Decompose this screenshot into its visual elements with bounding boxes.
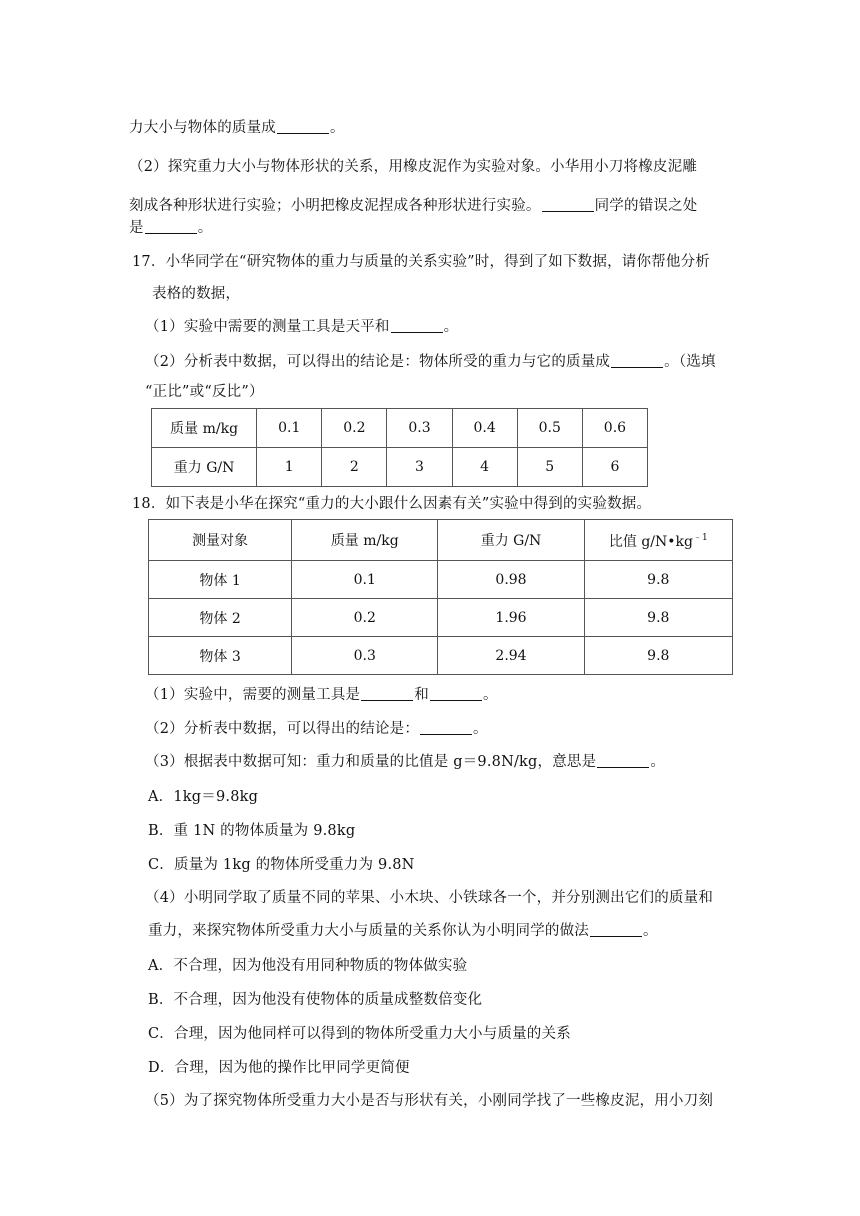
- table-cell: 0.4: [452, 409, 517, 448]
- table-header-row: [149, 520, 733, 561]
- table-cell: 9.8: [584, 637, 732, 675]
- table-cell: 物体 3: [149, 637, 292, 675]
- unit-superscript: ﹣1: [692, 532, 708, 543]
- table-cell: 9.8: [584, 561, 732, 599]
- question-number: 17．: [132, 254, 166, 270]
- table-cell: 0.2: [292, 599, 438, 637]
- table-cell: 0.5: [517, 409, 582, 448]
- answer-blank: [361, 686, 413, 701]
- option-d: D．合理，因为他的操作比甲同学更简便: [148, 1060, 410, 1076]
- table-header-cell: 测量对象: [149, 520, 292, 561]
- question-17: [132, 250, 710, 271]
- text-segment: （2）分析表中数据，可以得出的结论是：: [145, 721, 420, 737]
- text-line: （5）为了探究物体所受重力大小是否与形状有关，小刚同学找了一些橡皮泥，用小刀刻: [145, 1093, 714, 1109]
- text-line: [148, 919, 658, 940]
- table-header-cell: 重力 G/N: [438, 520, 584, 561]
- option-c: C．合理，因为他同样可以得到的物体所受重力大小与质量的关系: [148, 1026, 571, 1042]
- table-18: [148, 519, 733, 675]
- answer-blank: [597, 753, 649, 768]
- option-a: A．不合理，因为他没有用同种物质的物体做实验: [148, 958, 468, 974]
- text-line: [129, 116, 345, 137]
- table-cell: 2.94: [438, 637, 584, 675]
- text-line: [145, 717, 488, 738]
- text-segment: （1）实验中，需要的测量工具是: [145, 687, 361, 703]
- table-cell: 0.3: [387, 409, 452, 448]
- answer-blank: [430, 686, 482, 701]
- table-cell: 1: [257, 448, 322, 487]
- table-cell: 0.6: [582, 409, 647, 448]
- text-segment: 。: [197, 220, 213, 236]
- text-segment: 。（选填: [664, 354, 716, 370]
- answer-blank: [420, 720, 472, 735]
- text-segment: 和: [414, 687, 429, 703]
- table-row: [152, 409, 648, 448]
- text-segment: 。: [330, 120, 345, 136]
- text-line: 表格的数据，: [152, 286, 241, 302]
- text-segment: 。: [650, 754, 666, 770]
- table-cell: 0.3: [292, 637, 438, 675]
- table-cell: 0.1: [292, 561, 438, 599]
- table-cell: 5: [517, 448, 582, 487]
- table-cell: 4: [452, 448, 517, 487]
- table-cell: 9.8: [584, 599, 732, 637]
- text-line: “正比”或“反比”）: [145, 384, 264, 400]
- text-segment: 刻成各种形状进行实验；小明把橡皮泥捏成各种形状进行实验。: [129, 198, 541, 214]
- table-header-cell: 质量 m/kg: [292, 520, 438, 561]
- text-segment: 。: [473, 721, 488, 737]
- option-b: B．不合理，因为他没有使物体的质量成整数倍变化: [148, 992, 483, 1008]
- text-line: [129, 194, 698, 215]
- text-line: [145, 683, 498, 704]
- table-cell: 物体 1: [149, 561, 292, 599]
- table-header-cell: 质量 m/kg: [152, 409, 257, 448]
- text-segment: 。: [443, 319, 459, 335]
- text-line: [145, 750, 665, 771]
- text-line: [145, 315, 458, 336]
- text-segment: 。: [482, 687, 498, 703]
- table-row: [149, 599, 733, 637]
- table-cell: 物体 2: [149, 599, 292, 637]
- header-text: 比值 g/N•kg: [608, 533, 693, 550]
- table-cell: 2: [322, 448, 387, 487]
- table-cell: 6: [582, 448, 647, 487]
- answer-blank: [277, 119, 329, 134]
- text-segment: 重力，来探究物体所受重力大小与质量的关系你认为小明同学的做法: [148, 923, 589, 939]
- question-18: [132, 492, 651, 513]
- question-number: 18．: [132, 496, 166, 512]
- option-c: C．质量为 1kg 的物体所受重力为 9.8N: [148, 857, 415, 873]
- table-cell: 0.1: [257, 409, 322, 448]
- text-segment: 如下表是小华在探究“重力的大小跟什么因素有关”实验中得到的实验数据。: [165, 496, 652, 512]
- table-cell: 0.98: [438, 561, 584, 599]
- text-segment: 小华同学在“研究物体的重力与质量的关系实验”时，得到了如下数据，请你帮他分析: [165, 254, 710, 270]
- table-row: [149, 637, 733, 675]
- table-row: [152, 448, 648, 487]
- text-line: [145, 350, 716, 371]
- text-line: （2）探究重力大小与物体形状的关系，用橡皮泥作为实验对象。小华用小刀将橡皮泥雕: [129, 159, 698, 175]
- text-segment: （2）分析表中数据，可以得出的结论是：物体所受的重力与它的质量成: [145, 354, 611, 370]
- text-segment: 力大小与物体的质量成: [129, 120, 276, 136]
- text-segment: （3）根据表中数据可知：重力和质量的比值是 g＝9.8N/kg，意思是: [145, 754, 597, 770]
- text-segment: 。: [643, 923, 658, 939]
- text-segment: 是: [129, 220, 144, 236]
- table-cell: 3: [387, 448, 452, 487]
- option-a: A．1kg＝9.8kg: [148, 789, 259, 805]
- table-row: [149, 561, 733, 599]
- text-segment: （1）实验中需要的测量工具是天平和: [145, 319, 390, 335]
- table-17: [151, 408, 648, 487]
- answer-blank: [391, 318, 443, 333]
- table-header-cell: [584, 520, 732, 561]
- text-segment: 同学的错误之处: [594, 198, 698, 214]
- table-cell: 1.96: [438, 599, 584, 637]
- text-line: （4）小明同学取了质量不同的苹果、小木块、小铁球各一个，并分别测出它们的质量和: [145, 890, 714, 906]
- answer-blank: [590, 922, 642, 937]
- option-b: B．重 1N 的物体质量为 9.8kg: [148, 823, 356, 839]
- text-line: [129, 216, 212, 237]
- answer-blank: [611, 353, 663, 368]
- answer-blank: [145, 219, 197, 234]
- table-cell: 0.2: [322, 409, 387, 448]
- answer-blank: [542, 197, 594, 212]
- table-header-cell: 重力 G/N: [152, 448, 257, 487]
